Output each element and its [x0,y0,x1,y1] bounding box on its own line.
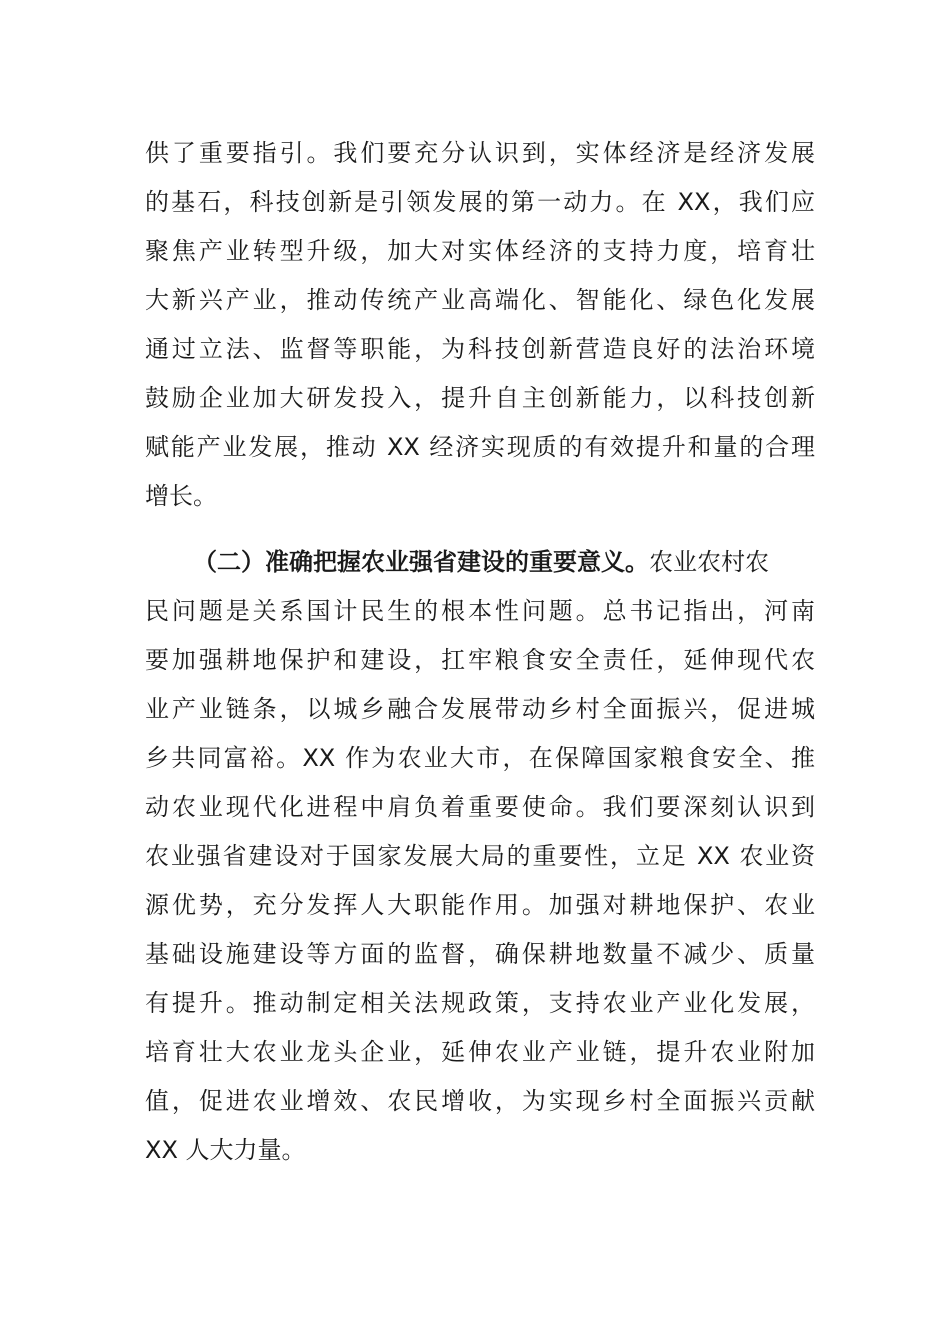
paragraph-line: 增长。 [145,482,217,510]
paragraph-line: 动农业现代化进程中肩负着重要使命。我们要深刻认识到 [145,793,815,821]
paragraph-line: 乡共同富裕。XX 作为农业大市，在保障国家粮食安全、推 [145,744,815,772]
paragraph-line: XX 人大力量。 [145,1136,306,1164]
paragraph-line: 基础设施建设等方面的监督，确保耕地数量不减少、质量 [145,940,815,968]
paragraph-line: 通过立法、监督等职能，为科技创新营造良好的法治环境 [145,335,815,363]
heading-line-rest: 农业农村农 [649,548,769,576]
paragraph-line: 民问题是关系国计民生的根本性问题。总书记指出，河南 [145,597,815,625]
paragraph-line: 农业强省建设对于国家发展大局的重要性，立足 XX 农业资 [145,842,815,870]
paragraph-line: 大新兴产业，推动传统产业高端化、智能化、绿色化发展 [145,286,815,314]
paragraph-line: 赋能产业发展，推动 XX 经济实现质的有效提升和量的合理 [145,433,815,461]
paragraph-line: 的基石，科技创新是引领发展的第一动力。在 XX，我们应 [145,188,815,216]
section-heading: （二）准确把握农业强省建设的重要意义。 [193,548,649,576]
paragraph-line: 鼓励企业加大研发投入，提升自主创新能力，以科技创新 [145,384,815,412]
paragraph-line: 业产业链条，以城乡融合发展带动乡村全面振兴，促进城 [145,695,815,723]
paragraph-line: 要加强耕地保护和建设，扛牢粮食安全责任，延伸现代农 [145,646,815,674]
paragraph-line: 源优势，充分发挥人大职能作用。加强对耕地保护、农业 [145,891,815,919]
paragraph-line: 有提升。推动制定相关法规政策，支持农业产业化发展， [145,989,815,1017]
paragraph-line: 聚焦产业转型升级，加大对实体经济的支持力度，培育壮 [145,237,815,265]
paragraph-first-line [145,537,815,587]
paragraph-line: 值，促进农业增效、农民增收，为实现乡村全面振兴贡献 [145,1087,815,1115]
paragraph-line: 培育壮大农业龙头企业，延伸农业产业链，提升农业附加 [145,1038,815,1066]
paragraph-line: 供了重要指引。我们要充分认识到，实体经济是经济发展 [145,139,815,167]
